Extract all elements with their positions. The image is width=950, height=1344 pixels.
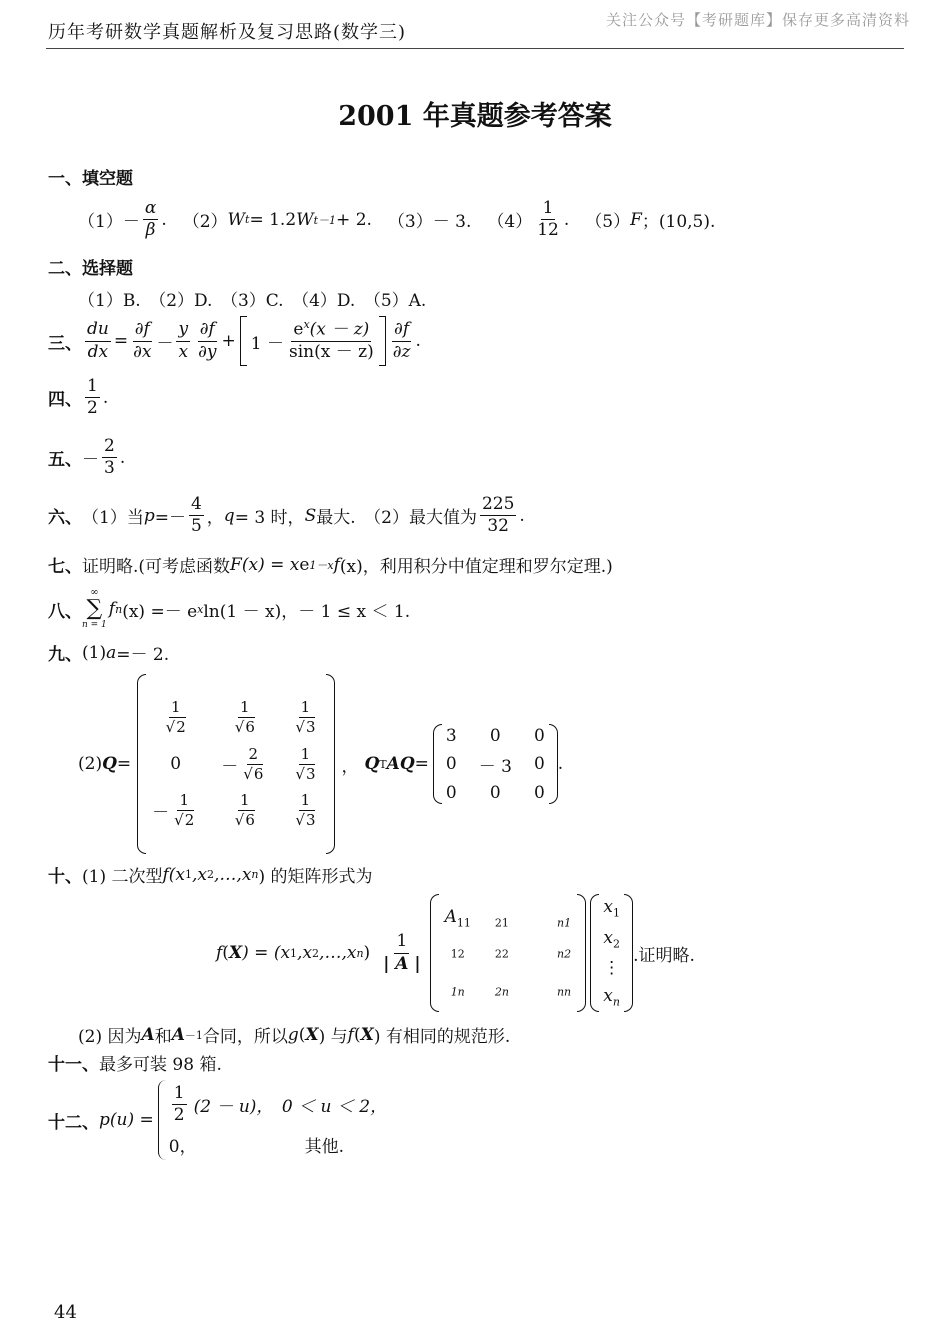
radicand: 6 [253, 764, 264, 783]
section-2-heading: 二、选择题 [48, 259, 133, 279]
x: x [603, 897, 613, 918]
d-left-paren [433, 724, 442, 804]
paren: ( [298, 1024, 306, 1045]
section-9-part1 [48, 640, 169, 665]
q-r2c1: 0 [170, 754, 182, 774]
adj-left-paren [430, 894, 439, 1012]
num: ∂f [133, 319, 152, 341]
s-var: S [304, 505, 317, 526]
adj-cell [495, 976, 509, 998]
q-r1c2 [233, 698, 257, 737]
period: . [563, 209, 570, 230]
eq: = [414, 754, 429, 774]
d-cell: 0 [533, 754, 545, 774]
d-cell: 0 [489, 725, 501, 746]
section-10-label: 十、 [48, 867, 82, 887]
section-2-answers: （1）B. （2）D. （3）C. （4）D. （5）A. [78, 291, 427, 311]
A: A [444, 907, 457, 928]
radical-icon: √ [295, 718, 305, 736]
den [293, 718, 317, 737]
radicand: 6 [245, 811, 255, 829]
X-var: X [305, 1024, 319, 1045]
plus: + [221, 331, 236, 351]
sub: 1 [290, 946, 298, 960]
text: 合同，所以 [202, 1027, 288, 1047]
radicand: 6 [245, 718, 255, 736]
den: 2 [173, 1105, 185, 1125]
diagonal-matrix [442, 726, 549, 803]
num: 1 [541, 198, 556, 220]
num: 1 [240, 698, 250, 717]
case-1 [169, 1083, 387, 1127]
vars: (x [168, 864, 186, 885]
q-right-paren [326, 674, 335, 854]
x: x [603, 986, 613, 1007]
eq: = [113, 331, 129, 351]
frac [172, 791, 196, 830]
q-r3c2 [233, 791, 257, 830]
den [172, 811, 196, 830]
num: 1 [170, 698, 181, 717]
close: ) [363, 943, 371, 963]
x-cell [603, 928, 620, 950]
one-twelfth [535, 198, 561, 242]
X-var: X [228, 943, 243, 963]
den: dx [87, 341, 109, 362]
q-r1c3 [293, 698, 317, 737]
q-left-paren [137, 674, 146, 854]
df-dy [196, 319, 218, 363]
section-7-answer [48, 552, 613, 577]
num: 2 [102, 436, 117, 458]
minus: － [152, 803, 170, 823]
x-vector [599, 897, 624, 1008]
one-half [172, 1083, 187, 1127]
du-dx [85, 319, 111, 363]
text: (2 － u)， 0 ＜ u ＜ 2， [193, 1097, 388, 1117]
sigma: ∑ [86, 596, 103, 621]
num: 1 [172, 1083, 187, 1105]
x: x [603, 927, 613, 948]
f-var: f [333, 554, 340, 575]
den: ∂y [198, 341, 217, 362]
adj-right-paren [577, 894, 586, 1012]
adj-cell [451, 976, 465, 998]
right-bracket [379, 316, 386, 366]
sum-upper: ∞ [90, 587, 99, 598]
section-3-label: 三、 [48, 333, 82, 354]
beta: β [145, 220, 156, 241]
section-12-answer [48, 1080, 387, 1160]
AQ-label: AQ [386, 754, 415, 774]
num: 2 [248, 744, 259, 763]
sub-n: n [115, 602, 123, 616]
paren: ( [222, 943, 229, 963]
radicand: 2 [184, 811, 195, 829]
d-cell: － 3 [478, 756, 512, 777]
num: 1 [240, 791, 250, 810]
x-cell: ⋮ [603, 958, 621, 979]
f-var: f [162, 864, 169, 885]
period: . [102, 387, 109, 408]
x-left-paren [590, 894, 599, 1012]
text: (x) = x [241, 554, 300, 575]
sub: 1 [185, 868, 193, 881]
sub: 1n [450, 985, 465, 999]
section-1-heading: 一、填空题 [48, 169, 133, 189]
den: 5 [190, 516, 202, 537]
text: 最多可装 98 箱. [99, 1055, 222, 1075]
text: (x) =－ e [122, 601, 198, 622]
p-var: p [143, 505, 155, 526]
df-dz [391, 319, 413, 363]
den: ∂x [133, 341, 152, 362]
section-5-label: 五、 [48, 450, 82, 471]
text: (2) [78, 754, 103, 774]
sup: x [197, 602, 204, 616]
num: 4 [189, 494, 204, 516]
period: . [119, 447, 126, 468]
answer-1-1-label: （1）－ [78, 212, 140, 233]
sub: n [356, 946, 364, 960]
answer-1-4-label: （4） [487, 212, 533, 233]
one-minus: 1 － [250, 333, 284, 354]
f-var: f [347, 1024, 354, 1045]
w-var: W [227, 209, 246, 230]
alpha-over-beta [143, 198, 158, 242]
radical-icon: √ [174, 811, 184, 829]
sub: 11 [456, 916, 471, 930]
text: (u) = [109, 1110, 154, 1130]
answer-1-3: （3）－ 3. [387, 212, 472, 233]
num: y [176, 319, 190, 341]
answer-1-5-value: ；(10,5). [641, 212, 716, 233]
exp-fraction [287, 318, 376, 363]
adj-cell [495, 907, 509, 929]
quadratic-form-matrix [216, 894, 695, 1012]
section-4-answer [48, 376, 108, 420]
eq-end: + 2. [336, 209, 372, 230]
adj-cell [557, 976, 571, 998]
num: 1 [300, 744, 311, 763]
sub-t1: t－1 [313, 213, 337, 227]
section-12-label: 十二、 [48, 1112, 99, 1133]
q-r2c2 [221, 745, 268, 784]
num: 1 [300, 791, 311, 810]
radicand: 3 [305, 718, 316, 736]
q-var: q [223, 505, 235, 526]
sub: n [612, 995, 620, 1009]
radical-icon: √ [295, 764, 305, 783]
x-cell [603, 986, 620, 1008]
A-inverse: A [171, 1024, 185, 1045]
num: du [85, 319, 111, 341]
sup: －1 [184, 1028, 203, 1042]
A-matrix: A [141, 1024, 155, 1045]
text: (1) [82, 642, 107, 663]
X-var: X [360, 1024, 374, 1045]
text: (2) 因为 [78, 1027, 142, 1047]
text: ) 与 [318, 1027, 348, 1047]
section-10-part2 [78, 1022, 510, 1047]
four-fifths [189, 494, 204, 538]
num: 1 [85, 376, 100, 398]
period: . [415, 331, 421, 351]
header-divider [46, 48, 904, 49]
d-cell: 0 [533, 725, 545, 746]
df-dx [131, 319, 153, 363]
q-r3c1 [152, 791, 199, 830]
num: 1 [179, 791, 189, 810]
den: sin(x － z) [288, 342, 374, 363]
text: （1）当 [82, 508, 144, 529]
sub: 22 [494, 947, 509, 961]
text: 最大. （2）最大值为 [316, 508, 477, 529]
x-right-paren [624, 894, 633, 1012]
eq-text: = 1.2 [249, 209, 297, 230]
section-8-answer [48, 588, 410, 630]
sub: 2 [207, 868, 215, 881]
sub: 2n [494, 985, 509, 999]
sub: n [251, 868, 259, 881]
adjugate-matrix [439, 907, 578, 998]
g-var: g [287, 1024, 299, 1045]
d-cell: 0 [445, 782, 457, 803]
section-4-label: 四、 [48, 390, 82, 411]
den [233, 811, 257, 830]
F-var: F [230, 554, 242, 575]
den: 32 [487, 516, 509, 537]
adj-cell [451, 938, 465, 960]
radical-icon: √ [295, 811, 305, 829]
one-half [85, 376, 100, 420]
section-5-answer [48, 436, 125, 480]
paren: ( [353, 1024, 361, 1045]
den [241, 765, 265, 784]
d-cell: 0 [533, 782, 545, 803]
sup: 1－x [309, 558, 334, 572]
den: 12 [537, 220, 559, 241]
sub: 12 [450, 947, 465, 961]
adj-cell [495, 938, 509, 960]
num-rest: (x － z) [309, 320, 370, 341]
radical-icon: √ [234, 811, 245, 829]
radicand: 3 [305, 811, 316, 829]
text: 0， [168, 1137, 197, 1158]
page-number: 44 [54, 1302, 77, 1323]
sub: n2 [557, 947, 572, 961]
answer-1-5-label: （5） [585, 212, 631, 233]
answer-1-2-label: （2） [182, 212, 228, 233]
page-title: 2001 年真题参考答案 [338, 101, 612, 132]
period: . [557, 754, 564, 774]
vars: ,x [192, 864, 208, 885]
section-3-answer [48, 316, 421, 366]
section-11-answer [48, 1050, 222, 1075]
minus: － [221, 756, 239, 777]
Q-matrix-label: Q [102, 754, 117, 774]
f-dist: F [630, 209, 642, 230]
radical-icon: √ [234, 718, 245, 736]
section-10-part1 [48, 862, 373, 887]
max-value [480, 494, 516, 538]
q-r1c1 [164, 698, 188, 737]
e: e [299, 554, 310, 575]
sub: 2 [612, 937, 620, 951]
num: ∂f [392, 319, 411, 341]
left-bracket [240, 316, 247, 366]
section-9-part2 [78, 674, 563, 854]
text: ) 有相同的规范形. [373, 1027, 511, 1047]
text: = 3 时， [234, 508, 305, 529]
alpha: α [143, 198, 158, 220]
section-11-label: 十一、 [48, 1055, 99, 1075]
adj-cell [445, 907, 471, 929]
sub: 1 [612, 906, 620, 920]
vars: ,x [297, 943, 313, 963]
num [291, 318, 371, 342]
d-right-paren [549, 724, 558, 804]
exp-base: e [293, 320, 304, 341]
q-matrix [146, 698, 326, 830]
two-thirds [102, 436, 117, 480]
den [233, 718, 257, 737]
adj-cell [557, 938, 571, 960]
den: 3 [104, 458, 115, 479]
f-var: f [108, 599, 116, 619]
num: 1 [394, 931, 409, 953]
minus: － [156, 333, 174, 354]
left-brace [158, 1080, 169, 1160]
piecewise-cases [169, 1083, 387, 1158]
text: (1) 二次型 [82, 867, 163, 887]
radical-icon: √ [243, 764, 253, 783]
adj-cell [557, 907, 571, 929]
sum-lower: n = 1 [82, 620, 107, 630]
section-7-label: 七、 [48, 557, 82, 577]
den [293, 811, 317, 830]
text: 其他. [304, 1137, 344, 1158]
vars: ,…,x [319, 943, 357, 963]
section-1-answers [78, 198, 715, 242]
text: 和 [154, 1027, 172, 1047]
text: ) = (x [242, 943, 291, 963]
num: 1 [300, 698, 311, 717]
text: ) 的矩阵形式为 [258, 867, 373, 887]
comma: ， [341, 756, 359, 777]
d-cell: 0 [489, 782, 501, 803]
num: ∂f [198, 319, 217, 341]
sup-T: T [379, 757, 387, 771]
sub: nn [556, 985, 572, 999]
text: 证明略.(可考虑函数 [82, 557, 231, 577]
d-cell: 0 [445, 754, 457, 774]
den: ∂z [392, 341, 411, 362]
text: ln(1 － x)，－ 1 ≤ x ＜ 1. [203, 601, 411, 622]
section-6-answer [48, 494, 525, 538]
text: .证明略. [633, 945, 695, 966]
section-8-label: 八、 [48, 601, 82, 622]
den [293, 765, 317, 784]
text: (x)，利用积分中值定理和罗尔定理.) [339, 557, 613, 577]
eq: = [116, 754, 132, 774]
section-9-label: 九、 [48, 645, 82, 665]
a-var: a [106, 642, 117, 663]
watermark-notice: 关注公众号【考研题库】保存更多高清资料 [606, 11, 911, 29]
y-over-x [176, 319, 190, 363]
p-var: p [99, 1110, 110, 1130]
sum-symbol [82, 588, 107, 630]
vars: ,…,x [214, 864, 252, 885]
text: =－ 2. [116, 645, 170, 665]
QT-label: Q [364, 754, 380, 774]
sub: 21 [494, 916, 509, 930]
section-6-label: 六、 [48, 508, 82, 529]
one-over-detA [381, 931, 422, 975]
den: 2 [87, 398, 98, 419]
comma: ， [206, 508, 224, 529]
num: 225 [480, 494, 516, 516]
case-2 [169, 1132, 387, 1157]
w-var-2: W [296, 209, 314, 230]
q-r3c3 [293, 791, 317, 830]
frac [241, 745, 265, 784]
radicand: 3 [305, 764, 316, 783]
sub: 2 [312, 946, 320, 960]
d-cell: 3 [445, 725, 457, 746]
den: | A | [383, 953, 421, 974]
radical-icon: √ [165, 718, 176, 736]
exp-sup: x [303, 318, 310, 332]
f-var: f [216, 943, 223, 963]
radicand: 2 [176, 718, 186, 736]
minus: － [82, 450, 99, 471]
period: . [519, 505, 525, 526]
period: . [161, 209, 167, 230]
den [164, 718, 188, 737]
q-r2c3 [293, 745, 317, 784]
sub-t: t [245, 213, 250, 227]
sub: n1 [557, 916, 572, 930]
den: x [178, 341, 189, 362]
eq: =－ [154, 508, 186, 529]
running-header: 历年考研数学真题解析及复习思路(数学三) [48, 22, 407, 43]
x-cell [603, 897, 620, 919]
